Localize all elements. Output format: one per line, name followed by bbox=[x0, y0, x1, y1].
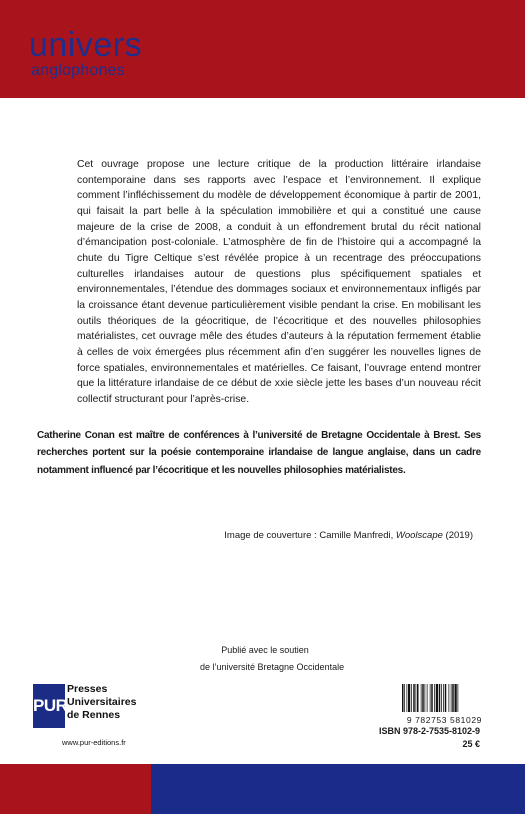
publisher-name bbox=[67, 683, 136, 722]
barcode-bar bbox=[455, 684, 457, 712]
cover-image-credit bbox=[224, 530, 473, 542]
barcode-bar bbox=[402, 684, 404, 712]
isbn: ISBN 978-2-7535-8102-9 bbox=[378, 726, 480, 736]
barcode-bar bbox=[427, 684, 428, 712]
series-subtitle: anglophones bbox=[31, 62, 125, 79]
support-notice bbox=[200, 642, 345, 676]
barcode-bar bbox=[441, 684, 442, 712]
barcode-bar bbox=[431, 684, 433, 712]
credit-work-title: Woolscape bbox=[395, 530, 443, 541]
barcode-bar bbox=[421, 684, 422, 712]
barcode-bar bbox=[416, 684, 417, 712]
publisher-line-2: Universitaires bbox=[67, 696, 137, 708]
price: 25 € bbox=[462, 739, 480, 749]
barcode bbox=[402, 684, 480, 712]
credit-year: (2019) bbox=[442, 530, 473, 541]
barcode-digits: 9 782753 581029 bbox=[406, 715, 482, 725]
footer-band-red bbox=[0, 764, 151, 814]
barcode-bar bbox=[445, 684, 447, 712]
publisher-website: www.pur-editions.fr bbox=[62, 738, 126, 747]
barcode-bar bbox=[417, 684, 419, 712]
publisher-logo: PUR bbox=[33, 684, 65, 728]
barcode-bar bbox=[443, 684, 444, 712]
book-description: Cet ouvrage propose une lecture critique de la production littéraire irlandaise contemporaine dans ses rapports avec l’espace et l’environnement. Il explique comment l’infléchissement du modèle de développement économique à partir de 2001, qui faisait la part belle à la spéculation immobilière et qui a constitué une cause majeure de la crise de 2008, a conduit à un effondrement brutal du récit national d’émancipation post-coloniale. L’atmosphère de fin de l’histoire qui a accompagné la chute du Tigre Celtique s’est révélée propice à un recentrage des préoccupations culturelles irlandaises autour de questions plus spécifiquement spatiales et environnementales, l’étendue des dommages sociaux et environnementaux infligés par la croissance étant devenue particulièrement visible pendant la crise. En mobilisant les outils théoriques de la géocritique, de l’écocritique et des nouvelles philosophies matérialistes, cet ouvrage mêle des études d’auteurs à la réputation fermement établie à celles de voix émergées plus récemment afin d’en suggérer les nouvelles lignes de force spatiales, environnementales et matérielles. Ce faisant, l’ouvrage entend montrer que la littérature irlandaise de ce début de xxie siècle jette les bases d’un nouveau récit collectif structurant pour l’après-crise. bbox=[77, 159, 481, 405]
barcode-bar bbox=[407, 684, 408, 712]
barcode-bar bbox=[413, 684, 415, 712]
barcode-bar bbox=[434, 684, 435, 712]
barcode-bar bbox=[458, 684, 459, 712]
author-bio: Catherine Conan est maître de conférences à l’université de Bretagne Occidentale à Brest. Ses recherches portent sur la poésie contemporaine irlandaise de langue anglaise, dans un cadre notamment influencé par l’écocritique et les nouvelles philosophies matérialistes. bbox=[37, 430, 481, 476]
series-title: univers bbox=[29, 26, 143, 64]
barcode-bar bbox=[422, 684, 424, 712]
barcode-bar bbox=[408, 684, 410, 712]
barcode-bar bbox=[430, 684, 431, 712]
barcode-bar bbox=[436, 684, 438, 712]
barcode-bar bbox=[425, 684, 426, 712]
support-line-2: de l’université Bretagne Occidentale bbox=[200, 662, 345, 672]
barcode-bars bbox=[402, 684, 480, 712]
barcode-bar bbox=[452, 684, 454, 712]
barcode-bar bbox=[404, 684, 405, 712]
publisher-line-1: Presses bbox=[67, 683, 108, 695]
barcode-bar bbox=[451, 684, 452, 712]
barcode-bar bbox=[411, 684, 412, 712]
publisher-line-3: de Rennes bbox=[67, 709, 121, 721]
credit-prefix: Image de couverture : Camille Manfredi, bbox=[224, 530, 396, 541]
barcode-bar bbox=[439, 684, 441, 712]
footer-band-blue bbox=[151, 764, 525, 814]
barcode-bar bbox=[449, 684, 450, 712]
support-line-1: Publié avec le soutien bbox=[221, 645, 309, 655]
